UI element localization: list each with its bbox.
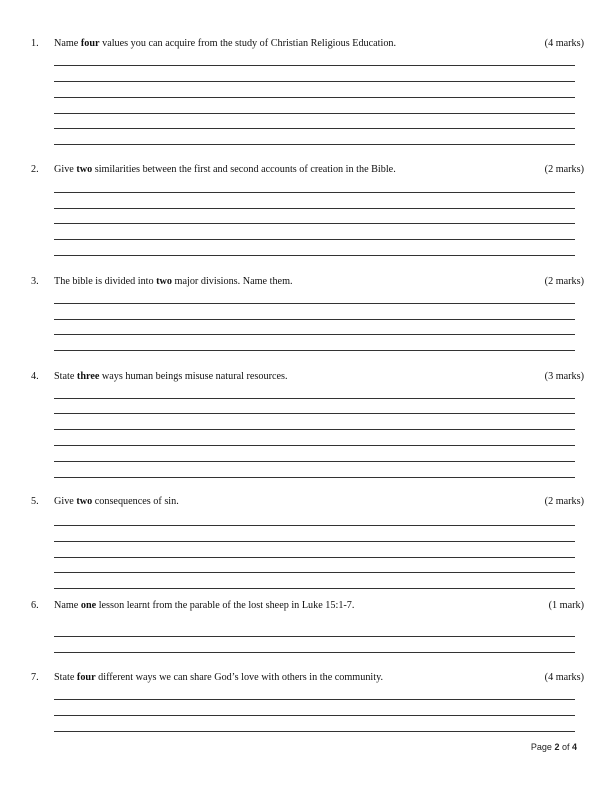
question-text-post: major divisions. Name them. [172, 276, 293, 287]
question-marks: (2 marks) [544, 164, 584, 175]
answer-line[interactable] [54, 319, 575, 320]
question-keyword: three [76, 371, 100, 382]
answer-line[interactable] [54, 223, 575, 224]
answer-line[interactable] [54, 81, 575, 82]
question-keyword: two [156, 276, 172, 287]
answer-line[interactable] [54, 445, 575, 446]
answer-line[interactable] [54, 144, 575, 145]
answer-line[interactable] [54, 588, 575, 589]
answer-line[interactable] [54, 461, 575, 462]
answer-line[interactable] [54, 652, 575, 653]
question-text [54, 671, 383, 685]
question-marks: (3 marks) [544, 371, 584, 382]
page-total: 4 [571, 742, 577, 752]
answer-line[interactable] [54, 636, 575, 637]
question-1 [0, 37, 612, 51]
answer-line[interactable] [54, 525, 575, 526]
question-marks: (4 marks) [544, 672, 584, 683]
question-number: 5. [31, 496, 39, 507]
question-text-post: similarities between the first and second accounts of creation in the Bible. [92, 164, 396, 175]
question-text-pre: Give [54, 496, 77, 507]
question-text-pre: State [54, 672, 77, 683]
question-keyword: one [80, 600, 97, 611]
question-keyword: two [76, 496, 93, 507]
question-keyword: four [76, 672, 96, 683]
answer-line[interactable] [54, 699, 575, 700]
question-text-pre: Name [54, 38, 81, 49]
question-6 [0, 599, 612, 613]
answer-line[interactable] [54, 334, 575, 335]
answer-line[interactable] [54, 239, 575, 240]
question-keyword: two [76, 164, 93, 175]
answer-line[interactable] [54, 97, 575, 98]
question-text-pre: Give [54, 164, 77, 175]
question-4 [0, 370, 612, 384]
question-text [54, 599, 354, 613]
question-text-pre: The bible is divided into [54, 276, 157, 287]
answer-line[interactable] [54, 572, 575, 573]
question-text [54, 163, 396, 177]
question-5 [0, 495, 612, 509]
question-number: 7. [31, 672, 39, 683]
question-text [54, 370, 288, 384]
answer-line[interactable] [54, 192, 575, 193]
page-sep: of [559, 742, 572, 752]
question-number: 1. [31, 38, 39, 49]
question-text [54, 37, 396, 51]
page-prefix: Page [530, 742, 555, 752]
question-text-pre: State [54, 371, 77, 382]
question-marks: (2 marks) [544, 276, 584, 287]
question-text-post: lesson learnt from the parable of the lost sheep in Luke 15:1-7. [96, 600, 355, 611]
question-number: 6. [31, 600, 39, 611]
question-marks: (2 marks) [544, 496, 584, 507]
answer-line[interactable] [54, 557, 575, 558]
question-3 [0, 275, 612, 289]
question-number: 3. [31, 276, 39, 287]
question-text [54, 495, 179, 509]
question-keyword: four [80, 38, 100, 49]
question-text-pre: Name [54, 600, 81, 611]
answer-line[interactable] [54, 255, 575, 256]
answer-line[interactable] [54, 541, 575, 542]
question-2 [0, 163, 612, 177]
question-number: 4. [31, 371, 39, 382]
answer-line[interactable] [54, 350, 575, 351]
answer-line[interactable] [54, 715, 575, 716]
answer-line[interactable] [54, 398, 575, 399]
page-number [531, 742, 577, 752]
answer-line[interactable] [54, 731, 575, 732]
question-text [54, 275, 293, 289]
question-number: 2. [31, 164, 39, 175]
answer-line[interactable] [54, 208, 575, 209]
answer-line[interactable] [54, 65, 575, 66]
question-marks: (1 mark) [548, 600, 584, 611]
answer-line[interactable] [54, 477, 575, 478]
answer-line[interactable] [54, 128, 575, 129]
question-text-post: ways human beings misuse natural resources. [99, 371, 288, 382]
question-text-post: consequences of sin. [92, 496, 179, 507]
page-current: 2 [554, 742, 560, 752]
question-text-post: values you can acquire from the study of Christian Religious Education. [99, 38, 397, 49]
answer-line[interactable] [54, 413, 575, 414]
question-marks: (4 marks) [544, 38, 584, 49]
answer-line[interactable] [54, 303, 575, 304]
answer-line[interactable] [54, 429, 575, 430]
answer-line[interactable] [54, 113, 575, 114]
question-7 [0, 671, 612, 685]
question-text-post: different ways we can share God’s love with others in the community. [95, 672, 384, 683]
